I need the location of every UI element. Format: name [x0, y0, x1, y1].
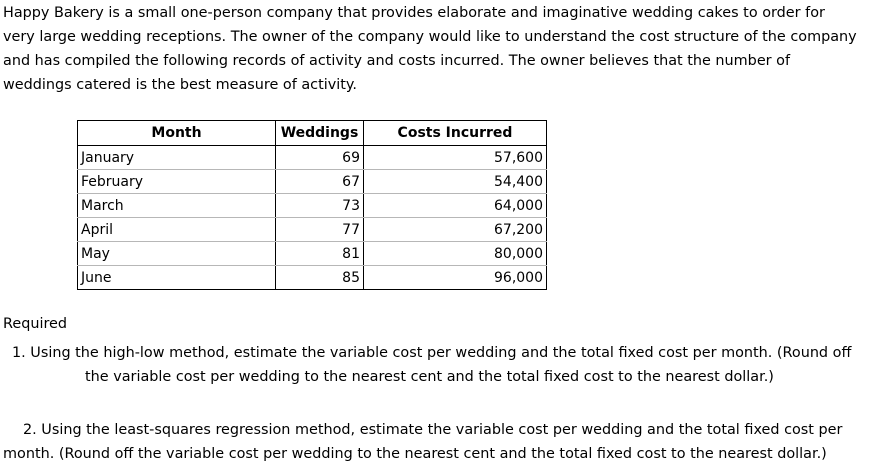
table-row [78, 146, 547, 170]
cell-weddings: 81 [276, 242, 364, 266]
intro-paragraph [3, 1, 875, 97]
cell-month: March [78, 194, 276, 218]
required-item-2 [3, 418, 875, 466]
cell-month: January [78, 146, 276, 170]
intro-line: Happy Bakery is a small one-person company that provides elaborate and imaginative wedding cakes to order for [3, 5, 825, 21]
cell-weddings: 77 [276, 218, 364, 242]
cell-weddings: 69 [276, 146, 364, 170]
cell-costs: 64,000 [364, 194, 547, 218]
table-row [78, 170, 547, 194]
intro-line: and has compiled the following records of activity and costs incurred. The owner believes that the number of [3, 53, 791, 69]
table-row [78, 266, 547, 290]
item-1-line-2: the variable cost per wedding to the nearest cent and the total fixed cost to the nearest dollar.) [85, 369, 774, 385]
cell-weddings: 73 [276, 194, 364, 218]
cell-costs: 67,200 [364, 218, 547, 242]
header-weddings: Weddings [276, 121, 364, 146]
activity-cost-table [77, 120, 547, 290]
cell-month: May [78, 242, 276, 266]
intro-line: very large wedding receptions. The owner of the company would like to understand the cost structure of the company [3, 29, 857, 45]
header-costs: Costs Incurred [364, 121, 547, 146]
table-row [78, 194, 547, 218]
table-row [78, 218, 547, 242]
cell-month: June [78, 266, 276, 290]
intro-line: weddings catered is the best measure of activity. [3, 77, 357, 93]
header-month: Month [78, 121, 276, 146]
item-2-line-2: month. (Round off the variable cost per wedding to the nearest cent and the total fixed cost to the nearest dollar.) [3, 446, 827, 462]
table-header-row [78, 121, 547, 146]
required-heading: Required [3, 316, 68, 332]
item-1-line-1: 1. Using the high-low method, estimate the variable cost per wedding and the total fixed cost per month. (Round off [12, 345, 852, 361]
table-row [78, 242, 547, 266]
cell-costs: 57,600 [364, 146, 547, 170]
required-item-1 [12, 341, 872, 389]
cell-costs: 96,000 [364, 266, 547, 290]
cell-weddings: 67 [276, 170, 364, 194]
cell-month: February [78, 170, 276, 194]
cell-costs: 80,000 [364, 242, 547, 266]
cell-month: April [78, 218, 276, 242]
item-2-line-1: 2. Using the least-squares regression method, estimate the variable cost per wedding and the total fixed cost per [23, 422, 843, 438]
cell-weddings: 85 [276, 266, 364, 290]
cell-costs: 54,400 [364, 170, 547, 194]
